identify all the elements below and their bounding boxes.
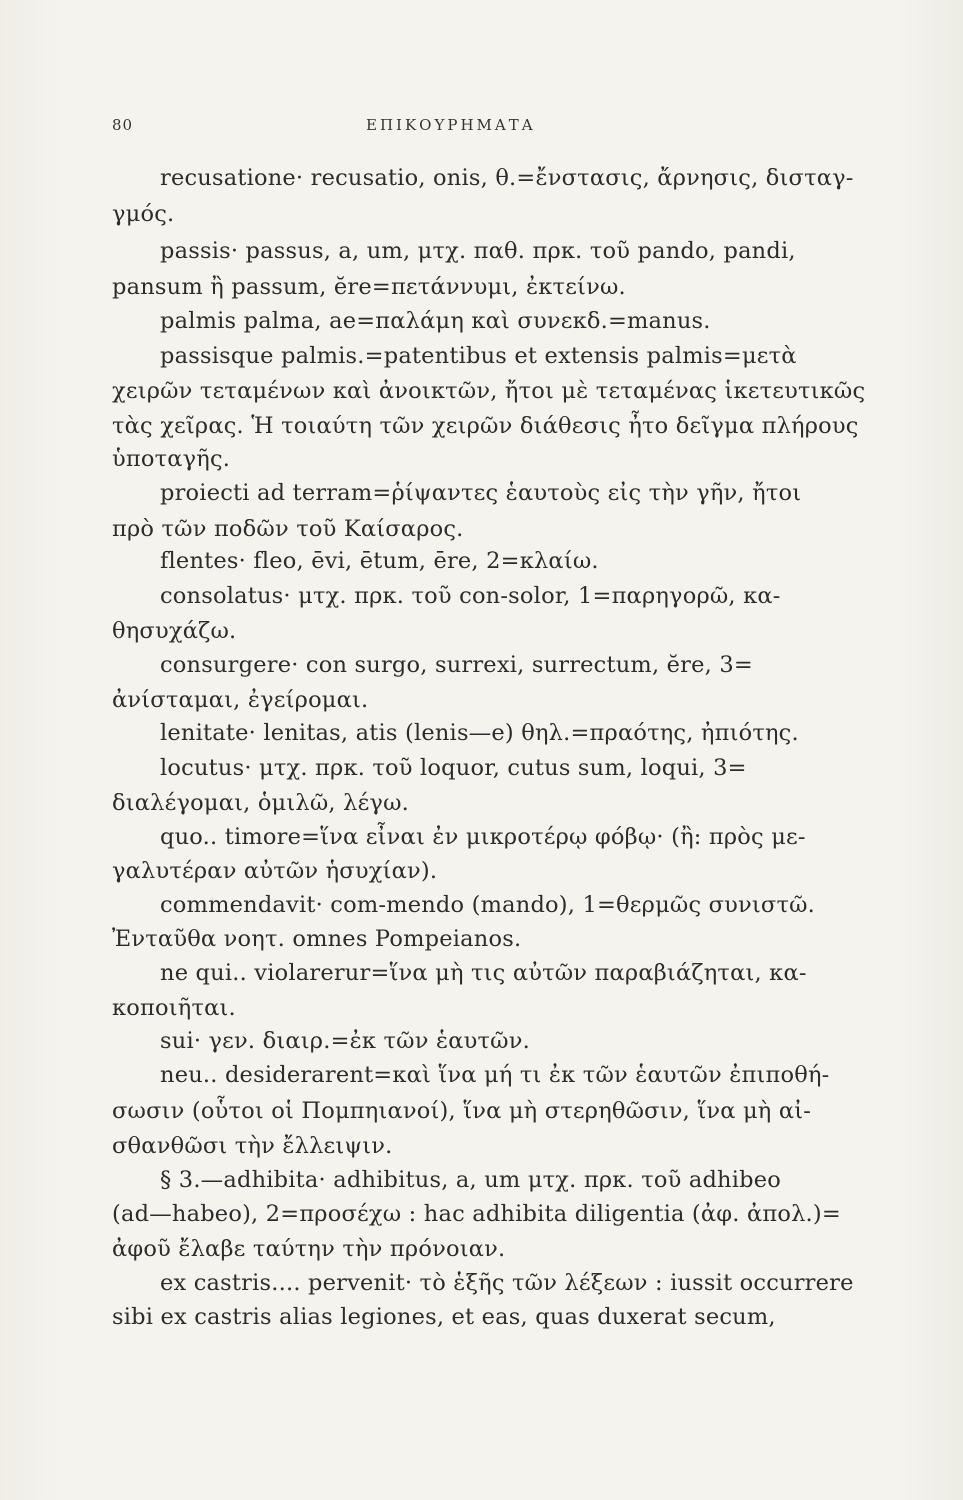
text-line: § 3.—adhibita· adhibitus, a, um μτχ. πρκ. τοῦ adhibeo (160, 1167, 782, 1193)
text-line: flentes· fleo, ēvi, ētum, ēre, 2=κλαίω. (160, 548, 599, 574)
text-line: ex castris.... pervenit· τὸ ἑξῆς τῶν λέξεων : iussit occurrere (160, 1270, 854, 1296)
text-line: θησυχάζω. (112, 618, 237, 644)
page-number: 80 (112, 116, 134, 134)
text-line: passis· passus, a, um, μτχ. παθ. πρκ. τοῦ pando, pandi, (160, 238, 796, 264)
text-line: lenitate· lenitas, atis (lenis—e) θηλ.=πραότης, ἠπιότης. (160, 720, 799, 746)
text-line: Ἐνταῦθα νοητ. omnes Pompeianos. (112, 926, 522, 952)
page-header (112, 116, 882, 140)
text-line: (ad—habeo), 2=προσέχω : hac adhibita diligentia (ἀφ. ἀπολ.)= (112, 1201, 841, 1227)
text-line: sui· γεν. διαιρ.=ἐκ τῶν ἑαυτῶν. (160, 1028, 530, 1054)
text-line: passisque palmis.=patentibus et extensis palmis=μετὰ (160, 343, 797, 369)
text-line: ἀνίσταμαι, ἐγείρομαι. (112, 687, 369, 713)
text-line: locutus· μτχ. πρκ. τοῦ loquor, cutus sum, loqui, 3= (160, 755, 747, 781)
text-line: sibi ex castris alias legiones, et eas, quas duxerat secum, (112, 1304, 776, 1330)
text-line: neu.. desiderarent=καὶ ἵνα μή τι ἐκ τῶν ἑαυτῶν ἐπιποθή- (160, 1062, 830, 1088)
text-line: pansum ἢ passum, ĕre=πετάννυμι, ἐκτείνω. (112, 274, 626, 300)
running-title: ΕΠΙΚΟΥΡΗΜΑΤΑ (366, 116, 536, 134)
text-line: πρὸ τῶν ποδῶν τοῦ Καίσαρος. (112, 516, 464, 542)
text-line: σθανθῶσι τὴν ἔλλειψιν. (112, 1133, 393, 1159)
text-line: ὑποταγῆς. (112, 446, 231, 472)
text-line: commendavit· com-mendo (mando), 1=θερμῶς συνιστῶ. (160, 892, 816, 918)
text-line: χειρῶν τεταμένων καὶ ἀνοικτῶν, ἤτοι μὲ τεταμένας ἱκετευτικῶς (112, 378, 866, 404)
text-line: σωσιν (οὗτοι οἱ Πομπηιανοί), ἵνα μὴ στερηθῶσιν, ἵνα μὴ αἰ- (112, 1098, 812, 1124)
text-line: consolatus· μτχ. πρκ. τοῦ con-solor, 1=παρηγορῶ, κα- (160, 583, 781, 609)
text-line: recusatione· recusatio, onis, θ.=ἔνστασις, ἄρνησις, δισταγ- (160, 165, 854, 191)
text-line: ἀφοῦ ἔλαβε ταύτην τὴν πρόνοιαν. (112, 1236, 506, 1262)
text-line: palmis palma, ae=παλάμη καὶ συνεκδ.=manus. (160, 308, 711, 334)
text-line: consurgere· con surgo, surrexi, surrectum, ĕre, 3= (160, 652, 753, 678)
text-line: γμός. (112, 201, 175, 227)
text-line: διαλέγομαι, ὁμιλῶ, λέγω. (112, 790, 409, 816)
text-line: κοποιῆται. (112, 995, 236, 1021)
text-line: γαλυτέραν αὐτῶν ἡσυχίαν). (112, 858, 438, 884)
text-line: τὰς χεῖρας. Ἡ τοιαύτη τῶν χειρῶν διάθεσις ἦτο δεῖγμα πλήρους (112, 413, 859, 439)
text-line: ne qui.. violarerur=ἵνα μὴ τις αὐτῶν παραβιάζηται, κα- (160, 960, 807, 986)
text-line: proiecti ad terram=ῥίψαντες ἑαυτοὺς εἰς τὴν γῆν, ἤτοι (160, 480, 802, 506)
text-line: quo.. timore=ἵνα εἶναι ἐν μικροτέρῳ φόβῳ· (ἢ: πρὸς με- (160, 824, 806, 850)
